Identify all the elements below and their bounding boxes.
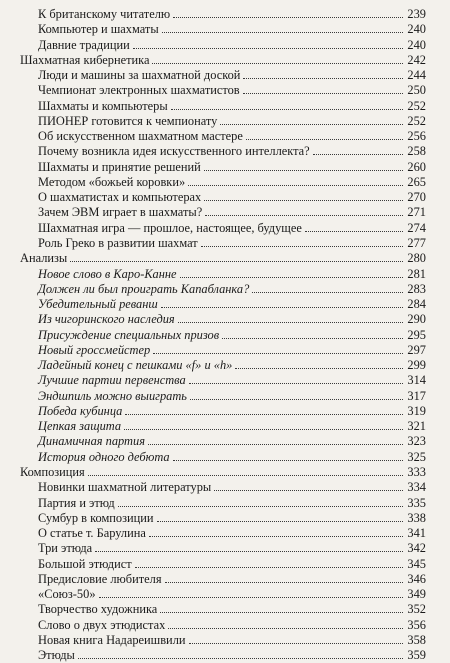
toc-entry-page: 317 bbox=[407, 388, 426, 403]
toc-entry-title: Люди и машины за шахматной доской bbox=[38, 68, 241, 83]
toc-entry bbox=[20, 526, 426, 541]
toc-entry-page: 338 bbox=[407, 510, 426, 525]
toc-entry-page: 295 bbox=[407, 327, 426, 342]
dot-leader bbox=[135, 567, 403, 568]
toc-section bbox=[20, 53, 426, 68]
toc-entry-page: 277 bbox=[407, 235, 426, 250]
toc-entry-page: 281 bbox=[407, 266, 426, 281]
toc-entry-title: Об искусственном шахматном мастере bbox=[38, 129, 243, 144]
toc-entry-title: Шахматы и компьютеры bbox=[38, 98, 168, 113]
toc-entry-title: Из чигоринского наследия bbox=[38, 312, 175, 327]
dot-leader bbox=[252, 292, 403, 293]
toc-entry bbox=[20, 7, 426, 22]
toc-entry bbox=[20, 160, 426, 175]
toc-entry bbox=[20, 511, 426, 526]
toc-entry-title: Сумбур в композиции bbox=[38, 510, 154, 525]
toc-entry-page: 242 bbox=[407, 52, 426, 67]
dot-leader bbox=[152, 63, 403, 64]
toc-entry-title: Творчество художника bbox=[38, 602, 158, 617]
toc-entry-title: Слово о двух этюдистах bbox=[38, 617, 166, 632]
toc-entry bbox=[20, 99, 426, 114]
dot-leader bbox=[204, 200, 403, 201]
toc-entry bbox=[20, 602, 426, 617]
toc-entry-page: 260 bbox=[407, 159, 426, 174]
dot-leader bbox=[124, 429, 403, 430]
toc-entry-title: Анализы bbox=[20, 251, 68, 266]
toc-entry-page: 342 bbox=[407, 541, 426, 556]
toc-entry bbox=[20, 129, 426, 144]
dot-leader bbox=[201, 246, 403, 247]
toc-entry bbox=[20, 68, 426, 83]
toc-entry bbox=[20, 373, 426, 388]
dot-leader bbox=[205, 215, 403, 216]
dot-leader bbox=[178, 322, 403, 323]
dot-leader bbox=[173, 17, 403, 18]
toc-entry bbox=[20, 221, 426, 236]
dot-leader bbox=[313, 154, 403, 155]
toc-entry-page: 252 bbox=[407, 113, 426, 128]
toc-entry bbox=[20, 83, 426, 98]
toc-entry-page: 323 bbox=[407, 434, 426, 449]
toc-entry bbox=[20, 434, 426, 449]
toc-entry bbox=[20, 404, 426, 419]
dot-leader bbox=[188, 185, 403, 186]
toc-entry-title: Новый гроссмейстер bbox=[38, 342, 151, 357]
toc-entry-page: 345 bbox=[407, 556, 426, 571]
toc-entry bbox=[20, 328, 426, 343]
toc-entry-page: 274 bbox=[407, 220, 426, 235]
toc-entry-page: 270 bbox=[407, 190, 426, 205]
toc-entry bbox=[20, 190, 426, 205]
toc-entry-title: К британскому читателю bbox=[38, 7, 171, 21]
toc-entry-page: 356 bbox=[407, 617, 426, 632]
toc-entry-title: Шахматная игра — прошлое, настоящее, будущее bbox=[38, 220, 302, 235]
toc-entry-title: Зачем ЭВМ играет в шахматы? bbox=[38, 205, 203, 220]
toc-entry-page: 335 bbox=[407, 495, 426, 510]
toc-entry bbox=[20, 236, 426, 251]
toc-entry-page: 333 bbox=[407, 464, 426, 479]
toc-entry bbox=[20, 144, 426, 159]
toc-entry-page: 284 bbox=[407, 297, 426, 312]
dot-leader bbox=[165, 582, 403, 583]
toc-entry bbox=[20, 282, 426, 297]
toc-entry-page: 352 bbox=[407, 602, 426, 617]
dot-leader bbox=[305, 231, 403, 232]
dot-leader bbox=[88, 475, 403, 476]
dot-leader bbox=[133, 48, 403, 49]
dot-leader bbox=[157, 521, 403, 522]
dot-leader bbox=[190, 399, 403, 400]
toc-entry-page: 271 bbox=[407, 205, 426, 220]
dot-leader bbox=[78, 658, 403, 659]
toc-entry-page: 239 bbox=[407, 7, 426, 21]
toc-entry-title: Этюды bbox=[38, 648, 75, 663]
toc-entry-title: Новое слово в Каро-Канне bbox=[38, 266, 177, 281]
toc-entry-page: 299 bbox=[407, 358, 426, 373]
toc-entry bbox=[20, 572, 426, 587]
toc-entry-title: Три этюда bbox=[38, 541, 93, 556]
dot-leader bbox=[235, 368, 403, 369]
dot-leader bbox=[162, 32, 403, 33]
toc-entry bbox=[20, 343, 426, 358]
toc-entry-page: 359 bbox=[407, 648, 426, 663]
toc-entry-title: Методом «божьей коровки» bbox=[38, 174, 186, 189]
toc-entry-page: 280 bbox=[407, 251, 426, 266]
toc-entry-title: Композиция bbox=[20, 464, 85, 479]
dot-leader bbox=[220, 124, 403, 125]
toc-entry-page: 341 bbox=[407, 526, 426, 541]
toc-entry bbox=[20, 38, 426, 53]
toc-entry-title: История одного дебюта bbox=[38, 449, 170, 464]
toc-entry-page: 334 bbox=[407, 480, 426, 495]
toc-entry bbox=[20, 419, 426, 434]
toc-entry-page: 358 bbox=[407, 632, 426, 647]
toc-entry bbox=[20, 480, 426, 495]
dot-leader bbox=[95, 551, 403, 552]
dot-leader bbox=[125, 414, 403, 415]
toc-entry-page: 258 bbox=[407, 144, 426, 159]
toc-entry-page: 297 bbox=[407, 342, 426, 357]
dot-leader bbox=[148, 444, 403, 445]
toc-entry-title: Убедительный реванш bbox=[38, 297, 158, 312]
toc-entry-page: 290 bbox=[407, 312, 426, 327]
toc-entry-title: Почему возникла идея искусственного интеллекта? bbox=[38, 144, 310, 159]
toc-entry-page: 240 bbox=[407, 37, 426, 52]
toc-entry-page: 325 bbox=[407, 449, 426, 464]
toc-entry-title: Лучшие партии первенства bbox=[38, 373, 186, 388]
toc-entry bbox=[20, 633, 426, 648]
toc-entry-page: 265 bbox=[407, 174, 426, 189]
toc-entry-page: 244 bbox=[407, 68, 426, 83]
dot-leader bbox=[243, 93, 403, 94]
toc-entry-title: «Союз-50» bbox=[38, 587, 96, 602]
toc-entry-title: Чемпионат электронных шахматистов bbox=[38, 83, 240, 98]
toc-section bbox=[20, 251, 426, 266]
toc-entry bbox=[20, 541, 426, 556]
table-of-contents bbox=[20, 7, 426, 663]
toc-entry-title: Новая книга Надареишвили bbox=[38, 632, 186, 647]
toc-entry-title: ПИОНЕР готовится к чемпионату bbox=[38, 113, 218, 128]
toc-entry-title: Победа кубинца bbox=[38, 403, 123, 418]
dot-leader bbox=[149, 536, 403, 537]
toc-entry bbox=[20, 557, 426, 572]
dot-leader bbox=[70, 261, 403, 262]
toc-entry-page: 346 bbox=[407, 571, 426, 586]
dot-leader bbox=[160, 612, 403, 613]
toc-entry-title: Новинки шахматной литературы bbox=[38, 480, 212, 495]
dot-leader bbox=[246, 139, 403, 140]
toc-entry-page: 314 bbox=[407, 373, 426, 388]
dot-leader bbox=[153, 353, 403, 354]
toc-entry-page: 319 bbox=[407, 403, 426, 418]
toc-entry bbox=[20, 297, 426, 312]
toc-entry-page: 240 bbox=[407, 22, 426, 37]
dot-leader bbox=[222, 338, 403, 339]
toc-entry bbox=[20, 205, 426, 220]
dot-leader bbox=[214, 490, 403, 491]
toc-entry-page: 349 bbox=[407, 587, 426, 602]
toc-entry-title: Компьютер и шахматы bbox=[38, 22, 159, 37]
toc-entry-page: 283 bbox=[407, 281, 426, 296]
dot-leader bbox=[118, 506, 403, 507]
toc-entry-page: 321 bbox=[407, 419, 426, 434]
dot-leader bbox=[243, 78, 403, 79]
toc-entry-title: Динамичная партия bbox=[38, 434, 145, 449]
toc-entry-page: 256 bbox=[407, 129, 426, 144]
toc-entry bbox=[20, 114, 426, 129]
toc-entry bbox=[20, 587, 426, 602]
toc-entry-title: Присуждение специальных призов bbox=[38, 327, 220, 342]
toc-entry-title: Роль Греко в развитии шахмат bbox=[38, 235, 198, 250]
toc-entry-page: 250 bbox=[407, 83, 426, 98]
toc-entry-title: О шахматистах и компьютерах bbox=[38, 190, 202, 205]
toc-entry bbox=[20, 450, 426, 465]
toc-entry bbox=[20, 648, 426, 663]
toc-entry bbox=[20, 267, 426, 282]
toc-entry-title: Большой этюдист bbox=[38, 556, 132, 571]
toc-entry-title: Партия и этюд bbox=[38, 495, 115, 510]
dot-leader bbox=[99, 597, 403, 598]
toc-entry bbox=[20, 175, 426, 190]
toc-entry-title: Эндшпиль можно выиграть bbox=[38, 388, 187, 403]
toc-entry-title: Ладейный конец с пешками «f» и «h» bbox=[38, 358, 233, 373]
dot-leader bbox=[204, 170, 403, 171]
toc-entry-title: Предисловие любителя bbox=[38, 571, 162, 586]
dot-leader bbox=[180, 277, 403, 278]
toc-entry-page: 252 bbox=[407, 98, 426, 113]
dot-leader bbox=[173, 460, 403, 461]
toc-entry bbox=[20, 389, 426, 404]
toc-entry bbox=[20, 618, 426, 633]
dot-leader bbox=[168, 628, 403, 629]
toc-entry bbox=[20, 22, 426, 37]
toc-entry-title: Давние традиции bbox=[38, 37, 130, 52]
dot-leader bbox=[189, 383, 403, 384]
toc-entry bbox=[20, 312, 426, 327]
toc-section bbox=[20, 465, 426, 480]
toc-entry-title: О статье т. Барулина bbox=[38, 526, 146, 541]
dot-leader bbox=[161, 307, 403, 308]
toc-entry-title: Должен ли был проиграть Капабланка? bbox=[38, 281, 250, 296]
dot-leader bbox=[189, 643, 403, 644]
dot-leader bbox=[171, 109, 403, 110]
toc-entry-title: Цепкая защита bbox=[38, 419, 122, 434]
toc-entry-title: Шахматы и принятие решений bbox=[38, 159, 201, 174]
toc-entry-title: Шахматная кибернетика bbox=[20, 52, 150, 67]
toc-entry bbox=[20, 496, 426, 511]
toc-entry bbox=[20, 358, 426, 373]
